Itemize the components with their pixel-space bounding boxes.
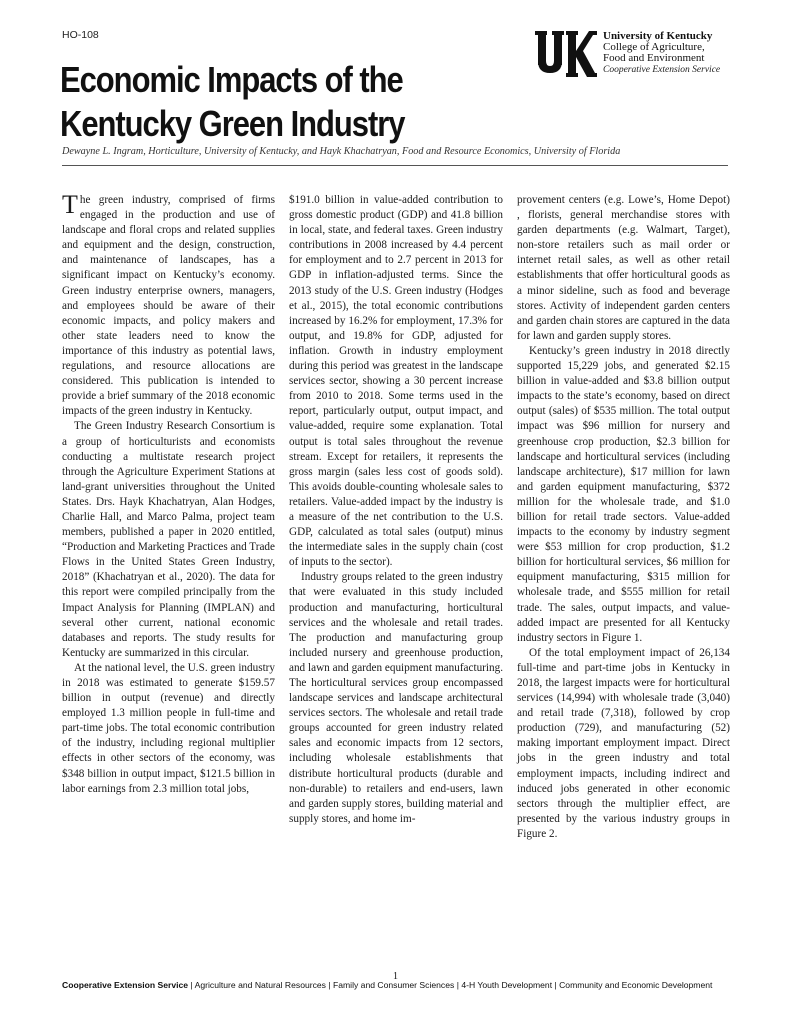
body-column-3 xyxy=(517,193,730,842)
footer-lead: Cooperative Extension Service xyxy=(62,980,189,990)
paragraph-kentucky-impacts: Kentucky’s green industry in 2018 directly supported 15,229 jobs, and generated $2.15 billion in value-added and $3.8 billion output impacts to the state’s economy, based on direct output (sales) of $535 million. The total output impact was $96 million for nursery and greenhouse crop production, $2.3 billion for landscape and horticultural services (including landscape architecture), $17 million for lawn and garden equipment manufacturing, $372 million for the wholesale trade, and $1.0 billion for retail trade sectors. Value-added impacts to the economy by industry segment were $53 million for crop production, $1.2 billion for horticultural services, $6 million for equipment manufacturing, $315 million for wholesale trade, and $555 million for retail trade. The sales, output impacts, and value-added impact are presented for all Kentucky industry sectors in Figure 1. xyxy=(517,344,730,644)
document-id: HO-108 xyxy=(62,29,99,41)
footer-programs xyxy=(62,980,742,990)
paragraph-employment: Of the total employment impact of 26,134 full-time and part-time jobs in Kentucky in 2018, the largest impacts were for horticultural services (14,994) with wholesale trade (3,040) and retail trade (7,318), followed by crop production (729), and manufacturing (52) making important employment impact. Direct jobs in the green industry and total employment impacts, including indirect and induced jobs generated in other economic sectors through the multiplier effect, are presented by the various industry groups in Figure 2. xyxy=(517,646,730,840)
body-column-2 xyxy=(289,193,503,827)
college-name-line2: Food and Environment xyxy=(603,52,705,64)
extension-service-name: Cooperative Extension Service xyxy=(603,65,721,75)
document-title xyxy=(60,58,464,146)
paragraph-consortium: The Green Industry Research Consortium is a group of horticulturists and economists conducting a multistate research project through the Agriculture Experiment Stations at land-grant universities throughout the United States. Drs. Hayk Khachatryan, Alan Hodges, Charlie Hall, and Marco Palma, project team members, published a paper in 2020 entitled, “Production and Marketing Practices and Trade Flows in the United States Green Industry, 2018” (Khachatryan et al., 2020). The data for this report were compiled principally from the Impact Analysis for Planning (IMPLAN) and several other current, national economic databases and reports. The study results for Kentucky are summarized in this circular. xyxy=(62,420,275,659)
page-number: 1 xyxy=(393,971,398,982)
footer-program-list: | Agriculture and Natural Resources | Family and Consumer Sciences | 4-H Youth Development | Community and Economic Development xyxy=(188,980,713,990)
paragraph-national: At the national level, the U.S. green industry in 2018 was estimated to generate $159.57 billion in output (revenue) and directly employed 1.3 million people in full-time and part-time jobs. The total economic contribution of the industry, including regional multiplier effects in other sectors of the economy, was $348 billion in output impact, $121.5 billion in labor earnings from 2.3 million total jobs, xyxy=(62,661,275,795)
authors-line: Dewayne L. Ingram, Horticulture, University of Kentucky, and Hayk Khachatryan, Food and Resource Economics, University of Florida xyxy=(62,146,621,157)
paragraph-industry-groups: Industry groups related to the green industry that were evaluated in this study included production and manufacturing, horticultural services and the wholesale and retail trades. The production and manufacturing group included nursery and greenhouse production, and lawn and garden equipment manufacturing. The horticultural services group encompassed landscape services and landscape architectural services sectors. The wholesale and retail trade groups accounted for green industry related sales and economic impacts from 12 sectors, including wholesale establishments that distribute horticultural products (durable and non-durable) to retailers and end-users, lawn and garden supply stores, building material and supply stores, and home im- xyxy=(289,571,503,825)
title-divider xyxy=(62,165,728,166)
institution-name xyxy=(603,31,778,76)
college-name-line1: College of Agriculture, xyxy=(603,41,705,53)
paragraph-industry-groups-cont: provement centers (e.g. Lowe’s, Home Depot) , florists, general merchandise stores with garden departments (e.g. Walmart, Target), non-store retailers such as mail order or internet retail sales, as well as other retail establishments that offer horticultural goods as a minor sideline, such as food and beverage stores. Activity of independent garden centers and garden chain stores are captured in the data for lawn and garden supply stores. xyxy=(517,194,730,342)
paragraph-national-cont: $191.0 billion in value-added contribution to gross domestic product (GDP) and 41.8 billion in local, state, and federal taxes. Green industry contributions in 2008 increased by 4.4 percent for employment and to 2.7 percent in 2013 for GDP in inflation-adjusted terms. Since the 2013 study of the U.S. Green industry (Hodges et al., 2015), the total economic contributions increased by 16.2% for employment, 17.3% for output, and 19.8% for GDP, adjusted for inflation. Growth in industry employment during this period was greatest in the landscape services sector, showing a 30 percent increase from 2010 to 2018. Some terms used in the report, particularly output, output impact, and value-added, require some explanation. Total output is total sales throughout the revenue stream. Except for retailers, it represents the gross margin (sales less cost of goods sold). This avoids double-counting wholesale sales to retailers. Value-added impact by the industry is a measure of the net contribution to the U.S. GDP, calculated as total sales (output) minus the intermediate sales in the supply chain (cost of inputs to the sector). xyxy=(289,194,503,569)
title-line-1: Economic Impacts of the xyxy=(60,59,403,100)
institution-header xyxy=(535,31,775,81)
body-column-1 xyxy=(62,190,275,797)
paragraph-intro: The green industry, comprised of firms engaged in the production and use of landscape and floral crops and related supplies and equipment and the design, construction, and maintenance of landscapes, has a significant impact on Kentucky’s economy. Green industry enterprise owners, managers, and employees should be aware of their economic impacts, and policy makers and other state leaders need to know the importance of this industry as potential laws, regulations, and resource allocations are considered. This publication is intended to provide a brief summary of the 2018 economic impacts of the green industry in Kentucky. xyxy=(62,190,275,418)
drop-cap: T xyxy=(62,190,78,219)
uk-logo-icon xyxy=(535,31,597,77)
university-name: University of Kentucky xyxy=(603,30,713,42)
title-line-2: Kentucky Green Industry xyxy=(60,103,405,144)
